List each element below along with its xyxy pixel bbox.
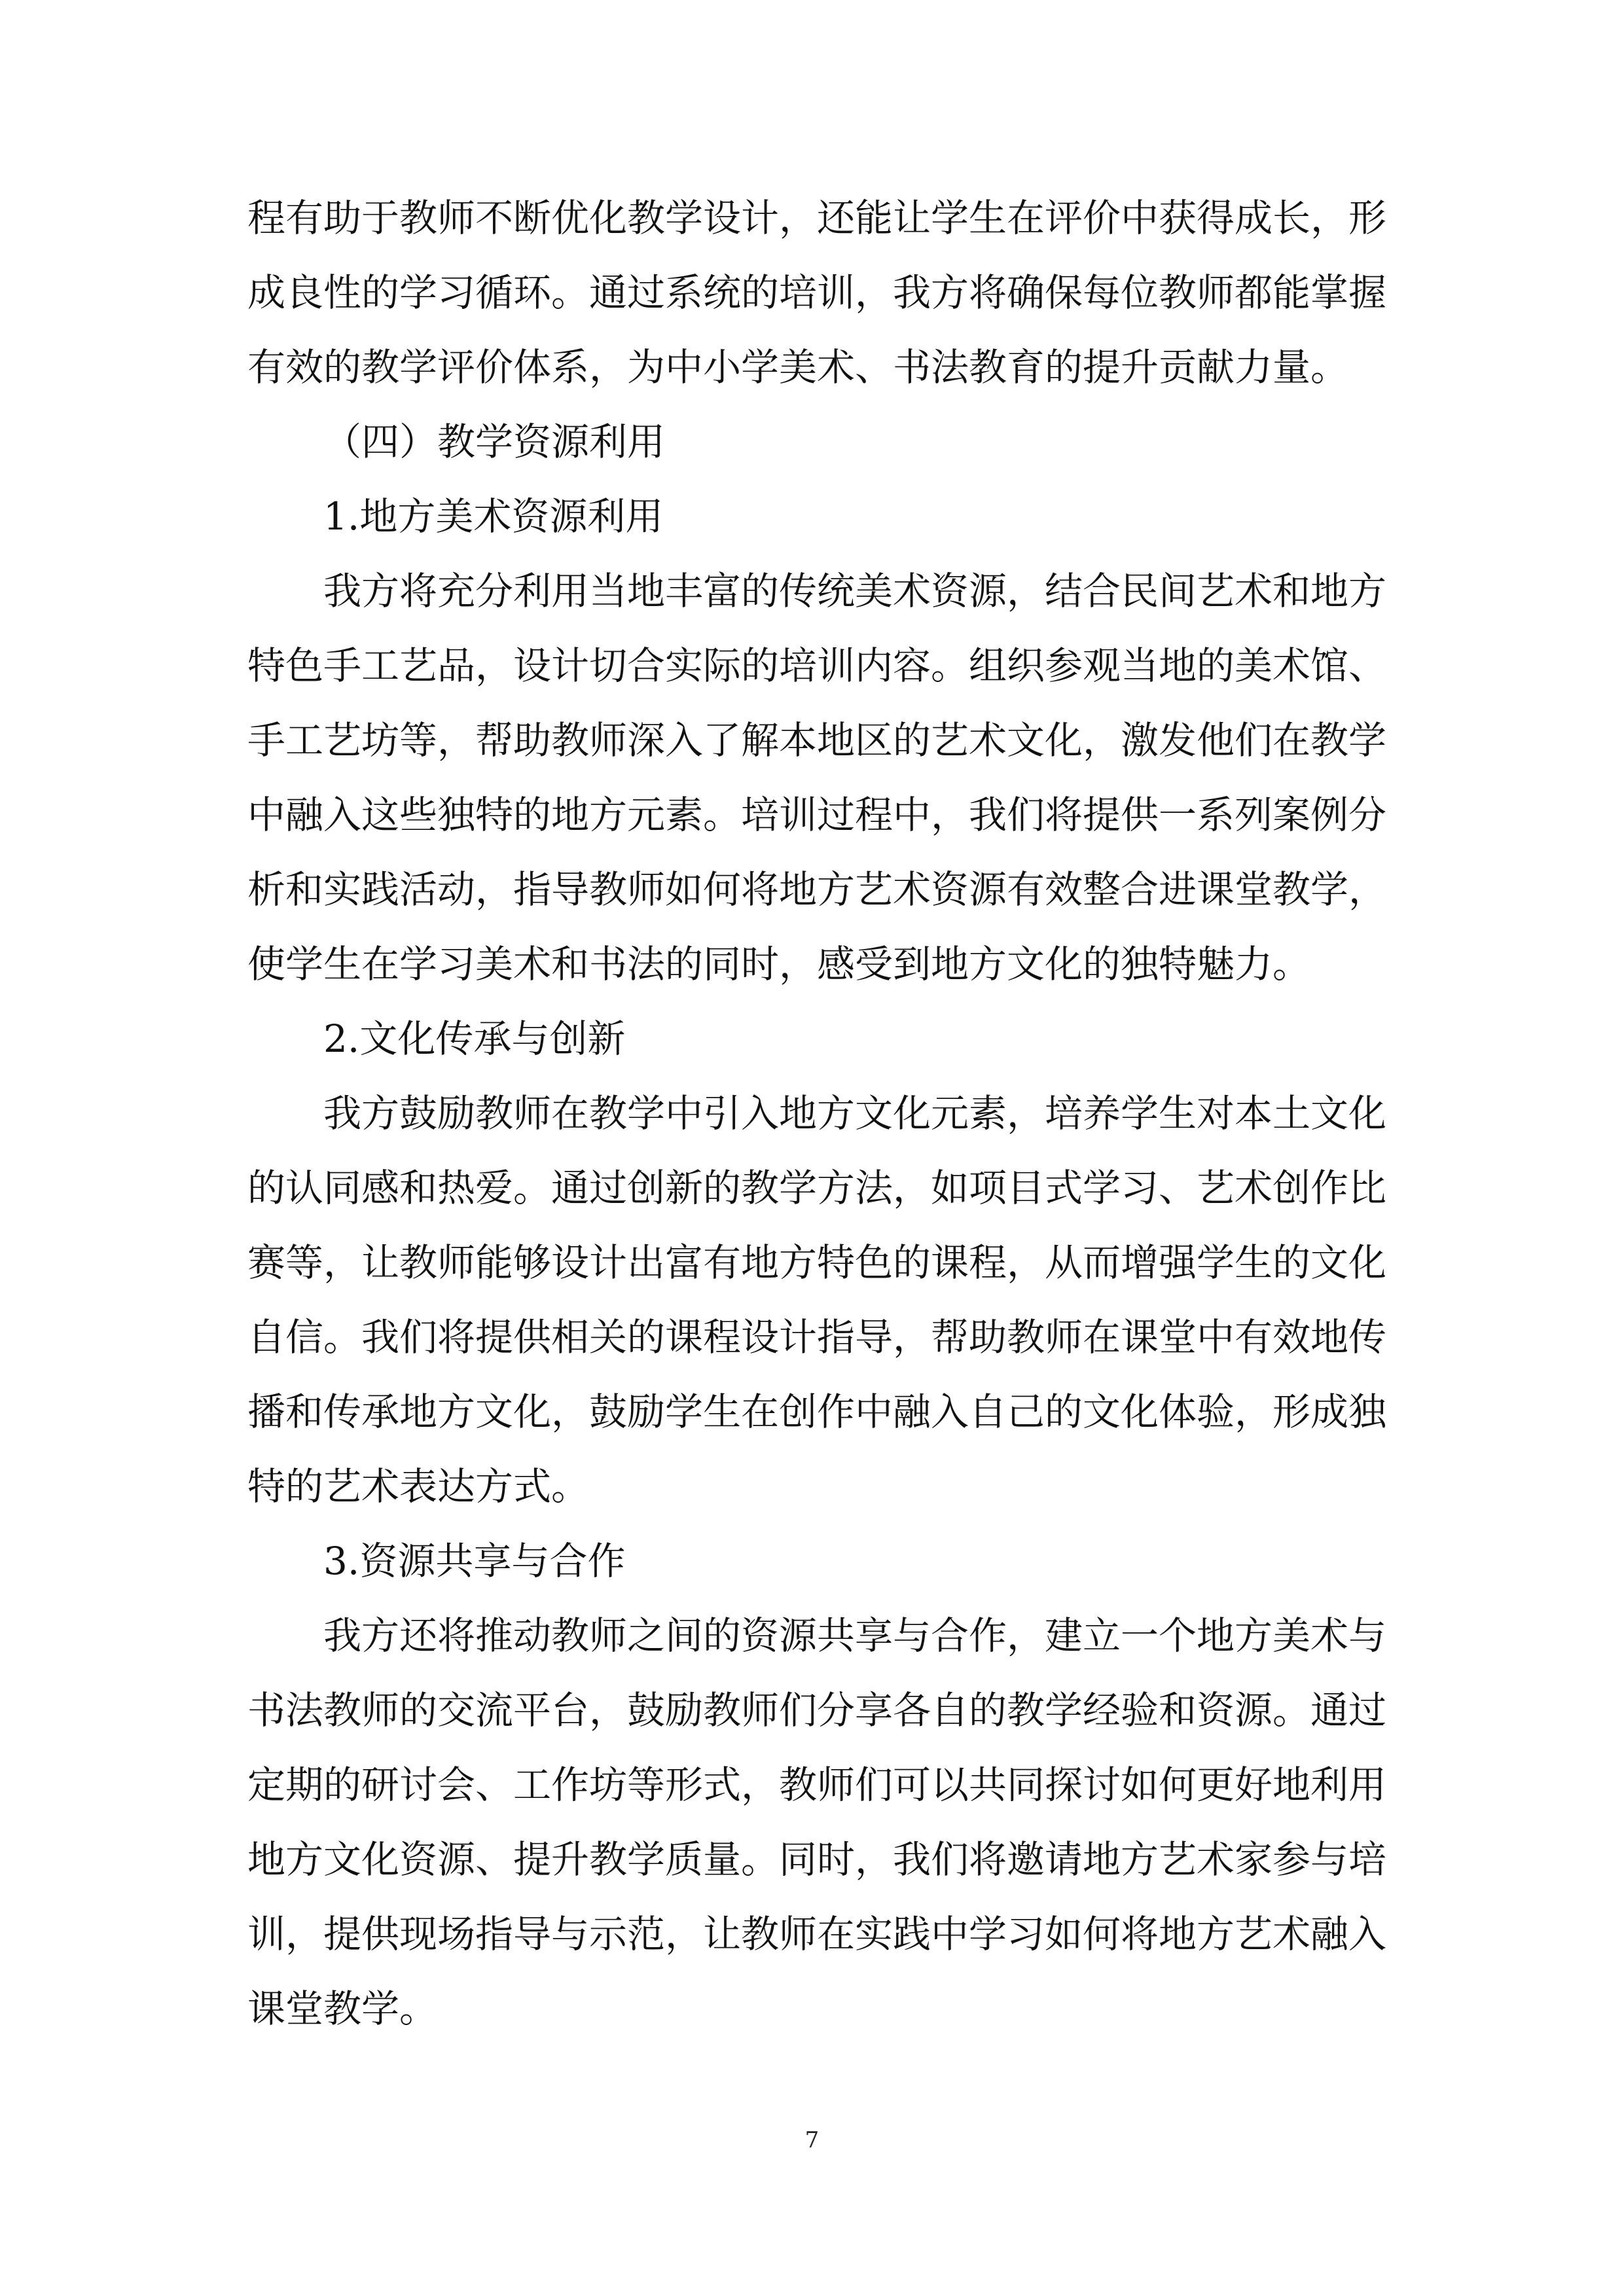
paragraph-line: 手工艺坊等，帮助教师深入了解本地区的艺术文化，激发他们在教学 <box>247 718 1387 762</box>
paragraph-line: 成良性的学习循环。通过系统的培训，我方将确保每位教师都能掌握 <box>247 270 1387 315</box>
paragraph-line: 地方文化资源、提升教学质量。同时，我们将邀请地方艺术家参与培 <box>247 1837 1387 1882</box>
paragraph-line: 训，提供现场指导与示范，让教师在实践中学习如何将地方艺术融入 <box>247 1912 1387 1956</box>
paragraph-line: 析和实践活动，指导教师如何将地方艺术资源有效整合进课堂教学， <box>247 867 1387 912</box>
paragraph-line: 特色手工艺品，设计切合实际的培训内容。组织参观当地的美术馆、 <box>247 643 1387 688</box>
paragraph-line: 书法教师的交流平台，鼓励教师们分享各自的教学经验和资源。通过 <box>247 1688 1387 1732</box>
subsection-heading: 2.文化传承与创新 <box>323 1016 626 1061</box>
paragraph-line: 特的艺术表达方式。 <box>247 1464 590 1509</box>
paragraph-line: 我方还将推动教师之间的资源共享与合作，建立一个地方美术与 <box>323 1613 1387 1658</box>
paragraph-line: 播和传承地方文化，鼓励学生在创作中融入自己的文化体验，形成独 <box>247 1390 1387 1434</box>
paragraph-line: 使学生在学习美术和书法的同时，感受到地方文化的独特魅力。 <box>247 942 1311 986</box>
page-number: 7 <box>804 2127 820 2153</box>
section-heading: （四）教学资源利用 <box>323 420 666 464</box>
paragraph-line: 我方将充分利用当地丰富的传统美术资源，结合民间艺术和地方 <box>323 569 1387 613</box>
paragraph-line: 中融入这些独特的地方元素。培训过程中，我们将提供一系列案例分 <box>247 793 1387 837</box>
subsection-heading: 1.地方美术资源利用 <box>323 494 664 539</box>
paragraph-line: 定期的研讨会、工作坊等形式，教师们可以共同探讨如何更好地利用 <box>247 1763 1387 1807</box>
paragraph-line: 有效的教学评价体系，为中小学美术、书法教育的提升贡献力量。 <box>247 345 1349 389</box>
paragraph-line: 赛等，让教师能够设计出富有地方特色的课程，从而增强学生的文化 <box>247 1240 1387 1285</box>
body-text <box>247 181 1387 2046</box>
subsection-heading: 3.资源共享与合作 <box>323 1539 626 1583</box>
paragraph-line: 我方鼓励教师在教学中引入地方文化元素，培养学生对本土文化 <box>323 1091 1387 1136</box>
paragraph-line: 的认同感和热爱。通过创新的教学方法，如项目式学习、艺术创作比 <box>247 1166 1387 1210</box>
paragraph-line: 课堂教学。 <box>247 1986 438 2031</box>
paragraph-line: 程有助于教师不断优化教学设计，还能让学生在评价中获得成长，形 <box>247 196 1387 240</box>
paragraph-line: 自信。我们将提供相关的课程设计指导，帮助教师在课堂中有效地传 <box>247 1315 1387 1359</box>
